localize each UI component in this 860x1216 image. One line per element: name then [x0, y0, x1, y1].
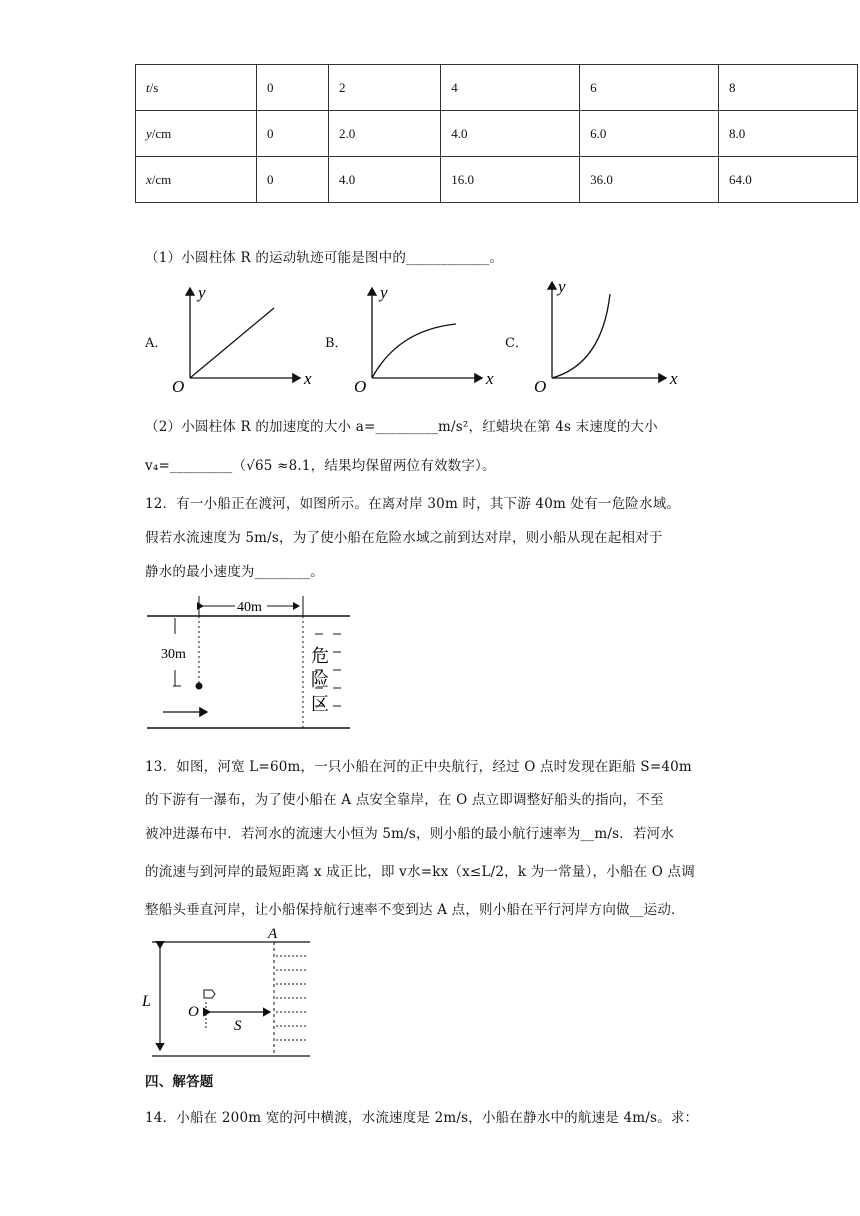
q12-height-label: 30m	[161, 647, 186, 662]
zone-char-1: 危	[311, 646, 329, 666]
graph-c	[530, 278, 685, 394]
table-cell: 36.0	[580, 157, 719, 203]
q11-part1: （1）小圆柱体 R 的运动轨迹可能是图中的____________。	[145, 250, 504, 266]
table-cell: 8	[719, 65, 858, 111]
table-cell: 64.0	[719, 157, 858, 203]
table-cell: 6.0	[580, 111, 719, 157]
q13-line4: 的流速与到河岸的最短距离 x 成正比，即 v水=kx（x≤L/2，k 为一常量），小船在 O 点调	[145, 864, 695, 880]
q12-line3: 静水的最小速度为________。	[145, 564, 324, 580]
graph-b	[350, 282, 500, 394]
q13-L-label: L	[142, 993, 151, 1010]
option-c-label: C．	[505, 336, 528, 351]
table-cell: 6	[580, 65, 719, 111]
table-cell: 4.0	[329, 157, 441, 203]
q12-line1: 12．有一小船正在渡河，如图所示。在离对岸 30m 时，其下游 40m 处有一危险水域。	[145, 496, 681, 512]
graph-a	[168, 282, 318, 394]
table-cell: 0	[257, 65, 329, 111]
row-label: t/s	[136, 65, 257, 111]
q12-line2: 假若水流速度为 5m/s，为了使小船在危险水域之前到达对岸，则小船从现在起相对于	[145, 530, 663, 546]
graph-c-y-label: y	[558, 278, 566, 296]
table-cell: 2.0	[329, 111, 441, 157]
graph-b-x-label: x	[486, 369, 494, 388]
section-heading: 四、解答题	[145, 1074, 214, 1090]
table-cell: 2	[329, 65, 441, 111]
table-row	[136, 157, 858, 203]
graph-a-x-label: x	[304, 369, 312, 388]
q13-line2: 的下游有一瀑布，为了使小船在 A 点安全靠岸，在 O 点立即调整好船头的指向，不至	[145, 792, 664, 808]
q14-line1: 14．小船在 200m 宽的河中横渡，水流速度是 2m/s，小船在静水中的航速是 4m/s。求：	[145, 1110, 699, 1126]
table-cell: 8.0	[719, 111, 858, 157]
table-row	[136, 111, 858, 157]
data-table	[135, 64, 858, 203]
q13-A-label: A	[268, 926, 278, 942]
q13-line1: 13．如图，河宽 L=60m，一只小船在河的正中央航行，经过 O 点时发现在距船 S=40m	[145, 759, 692, 775]
table-cell: 0	[257, 111, 329, 157]
graph-a-y-label: y	[198, 283, 206, 302]
table-cell: 4.0	[441, 111, 580, 157]
graph-c-x-label: x	[670, 369, 678, 388]
q13-line5: 整船头垂直河岸，让小船保持航行速率不变到达 A 点，则小船在平行河岸方向做__运动．	[145, 902, 685, 918]
q13-line3: 被冲进瀑布中．若河水的流速大小恒为 5m/s，则小船的最小航行速率为__m/s．若河水	[145, 826, 675, 842]
graph-b-origin: O	[354, 377, 367, 394]
q11-part2-line2: v₄=_________（√65 ≈8.1，结果均保留两位有效数字）。	[145, 458, 496, 474]
graph-b-y-label: y	[380, 283, 388, 302]
graph-c-origin: O	[534, 377, 547, 394]
q13-S-label: S	[234, 1018, 242, 1034]
boat-dot	[196, 683, 203, 690]
q13-figure	[140, 926, 315, 1060]
q12-figure	[145, 594, 355, 734]
q13-O-label: O	[188, 1004, 199, 1020]
zone-char-3: 区	[311, 694, 329, 714]
q11-part2-line1: （2）小圆柱体 R 的加速度的大小 a=_________m/s²，红蜡块在第 4s 末速度的大小	[145, 419, 658, 435]
q12-dist-label: 40m	[237, 600, 262, 615]
graph-a-origin: O	[172, 377, 185, 394]
row-label: x/cm	[136, 157, 257, 203]
row-label: y/cm	[136, 111, 257, 157]
table-row	[136, 65, 858, 111]
table-cell: 0	[257, 157, 329, 203]
table-cell: 4	[441, 65, 580, 111]
table-cell: 16.0	[441, 157, 580, 203]
option-a-label: A．	[145, 336, 168, 351]
zone-char-2: 险	[311, 670, 329, 690]
option-b-label: B．	[325, 336, 348, 351]
